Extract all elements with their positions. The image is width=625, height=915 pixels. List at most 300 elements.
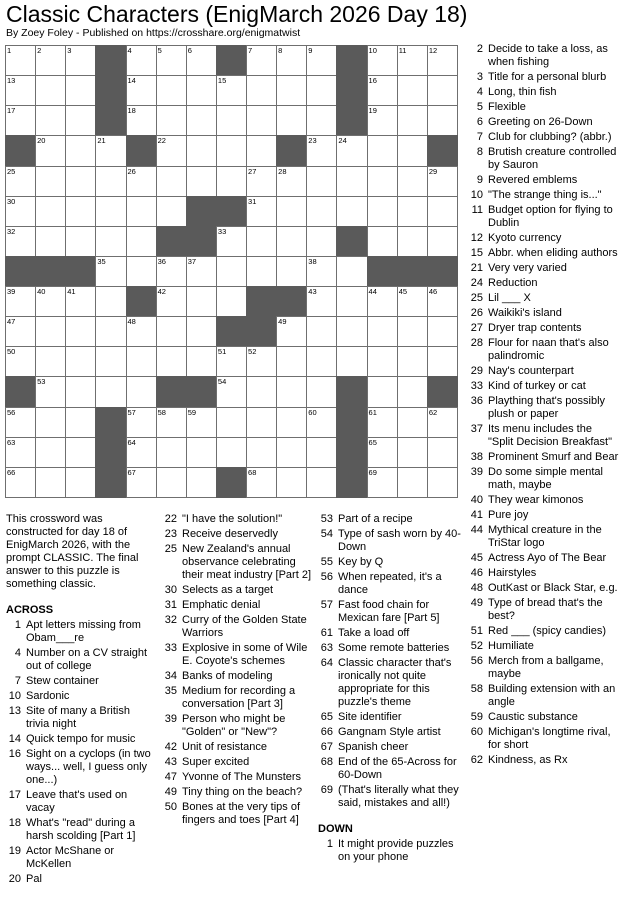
grid-cell[interactable]: [246, 437, 277, 468]
grid-cell[interactable]: [367, 196, 398, 227]
cell-number: 65: [368, 437, 377, 447]
cell-number: 1: [7, 46, 12, 55]
grid-cell[interactable]: [306, 407, 337, 438]
clue-item[interactable]: [162, 642, 312, 668]
clue-item[interactable]: [468, 307, 620, 320]
grid-cell[interactable]: [216, 256, 247, 287]
clue-item[interactable]: [468, 232, 620, 245]
grid-cell[interactable]: [156, 256, 187, 287]
grid-cell[interactable]: [306, 226, 337, 257]
clue-item[interactable]: [468, 322, 620, 335]
across-clues-col2: [162, 513, 312, 829]
grid-cell[interactable]: [216, 75, 247, 106]
grid-cell[interactable]: [126, 226, 157, 257]
grid-cell[interactable]: [65, 166, 96, 197]
grid-cell[interactable]: [186, 166, 217, 197]
grid-cell[interactable]: [126, 105, 157, 136]
grid-cell[interactable]: [306, 166, 337, 197]
grid-cell[interactable]: [367, 407, 398, 438]
grid-cell[interactable]: [427, 75, 458, 106]
grid-cell[interactable]: [276, 376, 307, 407]
clue-item[interactable]: [468, 131, 620, 144]
grid-cell[interactable]: [95, 166, 126, 197]
grid-cell[interactable]: [276, 437, 307, 468]
grid-cell[interactable]: [95, 135, 126, 166]
clue-number: 52: [470, 640, 483, 652]
grid-cell[interactable]: [35, 376, 66, 407]
grid-cell[interactable]: [126, 256, 157, 287]
clue-text: New Zealand's annual observance celebrating their meat industry [Part 2]: [182, 543, 311, 581]
grid-cell[interactable]: [367, 376, 398, 407]
grid-cell[interactable]: [65, 376, 96, 407]
clue-item[interactable]: [6, 748, 156, 787]
grid-cell[interactable]: [276, 407, 307, 438]
grid-cell[interactable]: [246, 346, 277, 377]
grid-cell[interactable]: [397, 105, 428, 136]
clue-text: Caustic substance: [488, 711, 578, 723]
grid-cell[interactable]: [427, 316, 458, 347]
clue-item[interactable]: [318, 726, 464, 739]
grid-cell[interactable]: [276, 346, 307, 377]
clue-item[interactable]: [6, 647, 156, 673]
clue-item[interactable]: [6, 873, 156, 886]
clue-item[interactable]: [162, 801, 312, 827]
grid-cell[interactable]: [35, 196, 66, 227]
grid-cell[interactable]: [156, 286, 187, 317]
clue-text: Reduction: [488, 277, 538, 289]
grid-cell[interactable]: [126, 75, 157, 106]
grid-cell[interactable]: [336, 166, 367, 197]
grid-cell[interactable]: [427, 407, 458, 438]
grid-cell[interactable]: [126, 346, 157, 377]
clue-item[interactable]: [468, 726, 620, 752]
grid-cell[interactable]: [397, 286, 428, 317]
clue-item[interactable]: [162, 543, 312, 582]
grid-cell[interactable]: [216, 346, 247, 377]
clue-item[interactable]: [468, 43, 620, 69]
grid-cell[interactable]: [427, 286, 458, 317]
grid-cell[interactable]: [156, 105, 187, 136]
grid-cell[interactable]: [397, 135, 428, 166]
grid-cell[interactable]: [5, 166, 36, 197]
grid-cell[interactable]: [276, 166, 307, 197]
grid-cell[interactable]: [397, 437, 428, 468]
grid-cell[interactable]: [246, 45, 277, 76]
grid-cell[interactable]: [5, 407, 36, 438]
grid-cell[interactable]: [367, 45, 398, 76]
grid-cell[interactable]: [65, 135, 96, 166]
grid-cell[interactable]: [35, 226, 66, 257]
grid-cell[interactable]: [276, 105, 307, 136]
grid-cell[interactable]: [126, 45, 157, 76]
cell-number: 53: [37, 377, 46, 387]
grid-cell[interactable]: [246, 166, 277, 197]
grid-cell[interactable]: [367, 166, 398, 197]
grid-cell[interactable]: [35, 437, 66, 468]
grid-cell[interactable]: [65, 226, 96, 257]
clue-item[interactable]: [468, 494, 620, 507]
clue-item[interactable]: [468, 146, 620, 172]
clue-item[interactable]: [318, 528, 464, 554]
clue-item[interactable]: [318, 513, 464, 526]
clue-item[interactable]: [162, 756, 312, 769]
clue-item[interactable]: [318, 838, 464, 864]
grid-cell[interactable]: [216, 135, 247, 166]
grid-cell[interactable]: [35, 316, 66, 347]
grid-cell[interactable]: [246, 196, 277, 227]
grid-cell[interactable]: [367, 226, 398, 257]
clue-number: 38: [470, 451, 483, 463]
grid-cell[interactable]: [35, 407, 66, 438]
grid-cell[interactable]: [306, 256, 337, 287]
grid-cell[interactable]: [5, 437, 36, 468]
grid-cell[interactable]: [216, 226, 247, 257]
grid-cell[interactable]: [306, 135, 337, 166]
clue-number: 30: [164, 584, 177, 596]
grid-cell[interactable]: [126, 166, 157, 197]
clue-item[interactable]: [162, 599, 312, 612]
grid-cell[interactable]: [126, 407, 157, 438]
clue-item[interactable]: [468, 292, 620, 305]
clue-item[interactable]: [468, 754, 620, 767]
grid-cell[interactable]: [186, 407, 217, 438]
grid-cell[interactable]: [397, 407, 428, 438]
clue-item[interactable]: [162, 528, 312, 541]
clue-item[interactable]: [468, 466, 620, 492]
clue-item[interactable]: [6, 817, 156, 843]
grid-cell[interactable]: [427, 105, 458, 136]
grid-cell[interactable]: [336, 196, 367, 227]
grid-cell[interactable]: [156, 437, 187, 468]
grid-cell[interactable]: [367, 437, 398, 468]
grid-cell[interactable]: [276, 226, 307, 257]
grid-cell[interactable]: [306, 346, 337, 377]
grid-cell[interactable]: [5, 316, 36, 347]
cell-number: 35: [97, 256, 106, 266]
grid-cell[interactable]: [186, 316, 217, 347]
grid-cell[interactable]: [65, 346, 96, 377]
clue-number: 3: [476, 71, 483, 83]
grid-cell[interactable]: [186, 256, 217, 287]
clue-item[interactable]: [468, 640, 620, 653]
clue-item[interactable]: [468, 337, 620, 363]
grid-cell[interactable]: [427, 226, 458, 257]
clue-item[interactable]: [162, 741, 312, 754]
grid-cell[interactable]: [95, 286, 126, 317]
grid-cell[interactable]: [186, 75, 217, 106]
clue-text: Budget option for flying to Dublin: [488, 204, 613, 229]
grid-cell[interactable]: [126, 376, 157, 407]
grid-cell[interactable]: [65, 196, 96, 227]
grid-cell[interactable]: [65, 75, 96, 106]
grid-cell[interactable]: [5, 467, 36, 498]
grid-cell[interactable]: [427, 45, 458, 76]
grid-cell[interactable]: [35, 166, 66, 197]
clue-item[interactable]: [468, 582, 620, 595]
grid-cell[interactable]: [427, 166, 458, 197]
clue-item[interactable]: [6, 690, 156, 703]
clue-number: 6: [476, 116, 483, 128]
grid-cell[interactable]: [246, 135, 277, 166]
grid-cell[interactable]: [276, 75, 307, 106]
grid-cell[interactable]: [126, 316, 157, 347]
grid-cell[interactable]: [186, 45, 217, 76]
clue-item[interactable]: [468, 86, 620, 99]
clue-item[interactable]: [162, 670, 312, 683]
grid-cell[interactable]: [367, 467, 398, 498]
cell-number: 47: [7, 317, 16, 327]
clue-item[interactable]: [468, 567, 620, 580]
grid-cell[interactable]: [5, 196, 36, 227]
grid-cell[interactable]: [306, 376, 337, 407]
grid-cell[interactable]: [306, 316, 337, 347]
grid-cell[interactable]: [65, 316, 96, 347]
clue-item[interactable]: [468, 683, 620, 709]
grid-cell[interactable]: [156, 467, 187, 498]
grid-cell[interactable]: [35, 105, 66, 136]
crossword-grid[interactable]: [5, 45, 457, 497]
grid-cell[interactable]: [367, 316, 398, 347]
clue-item[interactable]: [318, 784, 464, 810]
grid-cell[interactable]: [216, 437, 247, 468]
cell-number: 51: [217, 347, 227, 357]
grid-cell[interactable]: [397, 316, 428, 347]
grid-cell[interactable]: [306, 437, 337, 468]
grid-cell[interactable]: [65, 286, 96, 317]
grid-cell[interactable]: [65, 437, 96, 468]
grid-cell[interactable]: [5, 75, 36, 106]
grid-cell[interactable]: [35, 346, 66, 377]
grid-cell[interactable]: [186, 286, 217, 317]
clue-item[interactable]: [318, 756, 464, 782]
clue-text: Tiny thing on the beach?: [182, 786, 303, 798]
grid-cell[interactable]: [35, 45, 66, 76]
grid-cell[interactable]: [95, 316, 126, 347]
clue-item[interactable]: [318, 571, 464, 597]
grid-cell[interactable]: [427, 467, 458, 498]
grid-cell[interactable]: [276, 196, 307, 227]
cell-number: 19: [368, 106, 377, 116]
clue-item[interactable]: [468, 247, 620, 260]
grid-cell[interactable]: [95, 346, 126, 377]
grid-cell[interactable]: [65, 407, 96, 438]
clue-item[interactable]: [468, 204, 620, 230]
grid-cell[interactable]: [35, 286, 66, 317]
grid-cell[interactable]: [336, 256, 367, 287]
clue-number: 40: [470, 494, 483, 506]
clue-item[interactable]: [468, 277, 620, 290]
clue-item[interactable]: [468, 509, 620, 522]
grid-cell[interactable]: [367, 346, 398, 377]
grid-cell[interactable]: [186, 135, 217, 166]
grid-cell[interactable]: [5, 286, 36, 317]
grid-cell[interactable]: [276, 256, 307, 287]
grid-cell[interactable]: [336, 346, 367, 377]
grid-cell[interactable]: [65, 45, 96, 76]
grid-cell[interactable]: [367, 135, 398, 166]
grid-cell[interactable]: [186, 346, 217, 377]
clue-text: Person who might be "Golden" or "New"?: [182, 713, 286, 738]
grid-cell[interactable]: [5, 346, 36, 377]
clue-item[interactable]: [318, 556, 464, 569]
grid-cell[interactable]: [126, 437, 157, 468]
grid-cell[interactable]: [397, 346, 428, 377]
clue-item[interactable]: [468, 552, 620, 565]
clue-item[interactable]: [162, 584, 312, 597]
grid-cell[interactable]: [306, 45, 337, 76]
grid-cell[interactable]: [246, 376, 277, 407]
grid-cell[interactable]: [246, 105, 277, 136]
grid-cell[interactable]: [246, 256, 277, 287]
grid-cell[interactable]: [156, 135, 187, 166]
grid-cell[interactable]: [306, 286, 337, 317]
grid-cell[interactable]: [156, 346, 187, 377]
grid-cell[interactable]: [156, 407, 187, 438]
clue-item[interactable]: [162, 685, 312, 711]
clue-item[interactable]: [6, 705, 156, 731]
grid-cell[interactable]: [367, 75, 398, 106]
grid-cell[interactable]: [246, 75, 277, 106]
clue-item[interactable]: [318, 599, 464, 625]
clue-item[interactable]: [318, 657, 464, 709]
grid-cell[interactable]: [95, 376, 126, 407]
grid-cell[interactable]: [156, 45, 187, 76]
clue-item[interactable]: [468, 101, 620, 114]
clue-item[interactable]: [468, 380, 620, 393]
grid-cell[interactable]: [306, 196, 337, 227]
clue-text: Yvonne of The Munsters: [182, 771, 302, 783]
grid-cell[interactable]: [397, 376, 428, 407]
clue-item[interactable]: [318, 627, 464, 640]
grid-cell[interactable]: [427, 437, 458, 468]
clue-item[interactable]: [468, 262, 620, 275]
clue-item[interactable]: [468, 625, 620, 638]
grid-cell[interactable]: [95, 226, 126, 257]
cell-number: 50: [7, 347, 16, 357]
grid-cell[interactable]: [35, 75, 66, 106]
clue-item[interactable]: [468, 189, 620, 202]
grid-cell[interactable]: [156, 166, 187, 197]
grid-cell[interactable]: [35, 135, 66, 166]
grid-cell[interactable]: [156, 75, 187, 106]
grid-cell[interactable]: [186, 437, 217, 468]
grid-cell[interactable]: [397, 467, 428, 498]
clue-item[interactable]: [468, 116, 620, 129]
grid-cell[interactable]: [397, 196, 428, 227]
clue-item[interactable]: [6, 619, 156, 645]
grid-cell[interactable]: [306, 105, 337, 136]
grid-cell[interactable]: [216, 407, 247, 438]
clue-item[interactable]: [6, 733, 156, 746]
grid-cell[interactable]: [216, 105, 247, 136]
grid-cell[interactable]: [336, 286, 367, 317]
grid-cell[interactable]: [397, 45, 428, 76]
grid-cell[interactable]: [397, 226, 428, 257]
grid-cell[interactable]: [397, 75, 428, 106]
clue-item[interactable]: [318, 741, 464, 754]
clue-text: "I have the solution!": [182, 513, 283, 525]
grid-cell[interactable]: [156, 196, 187, 227]
grid-cell[interactable]: [5, 45, 36, 76]
clue-item[interactable]: [318, 642, 464, 655]
grid-block: [5, 256, 36, 287]
grid-cell[interactable]: [35, 467, 66, 498]
grid-cell[interactable]: [246, 467, 277, 498]
clue-text: What's "read" during a harsh scolding [Part 1]: [26, 817, 136, 842]
grid-cell[interactable]: [336, 135, 367, 166]
grid-cell[interactable]: [216, 286, 247, 317]
clue-text: Club for clubbing? (abbr.): [488, 131, 612, 143]
clue-item[interactable]: [468, 395, 620, 421]
grid-cell[interactable]: [306, 75, 337, 106]
grid-cell[interactable]: [126, 196, 157, 227]
grid-cell[interactable]: [156, 316, 187, 347]
grid-cell[interactable]: [5, 105, 36, 136]
grid-cell[interactable]: [427, 346, 458, 377]
clue-item[interactable]: [162, 713, 312, 739]
clue-number: 4: [476, 86, 483, 98]
clue-item[interactable]: [468, 451, 620, 464]
clue-item[interactable]: [468, 655, 620, 681]
clue-text: Actress Ayo of The Bear: [488, 552, 607, 564]
clue-item[interactable]: [162, 786, 312, 799]
grid-cell[interactable]: [216, 376, 247, 407]
grid-cell[interactable]: [95, 196, 126, 227]
grid-cell[interactable]: [276, 316, 307, 347]
grid-cell[interactable]: [367, 286, 398, 317]
grid-cell[interactable]: [276, 45, 307, 76]
grid-cell[interactable]: [246, 407, 277, 438]
clue-item[interactable]: [468, 711, 620, 724]
clue-item[interactable]: [468, 524, 620, 550]
grid-cell[interactable]: [397, 166, 428, 197]
grid-cell[interactable]: [336, 316, 367, 347]
clue-item[interactable]: [6, 845, 156, 871]
grid-cell[interactable]: [186, 105, 217, 136]
clue-item[interactable]: [162, 614, 312, 640]
grid-cell[interactable]: [186, 467, 217, 498]
grid-cell[interactable]: [5, 226, 36, 257]
grid-cell[interactable]: [246, 226, 277, 257]
clue-item[interactable]: [468, 174, 620, 187]
clue-item[interactable]: [468, 423, 620, 449]
clue-item[interactable]: [6, 789, 156, 815]
clue-item[interactable]: [6, 675, 156, 688]
grid-cell[interactable]: [65, 467, 96, 498]
grid-cell[interactable]: [65, 105, 96, 136]
grid-cell[interactable]: [367, 105, 398, 136]
grid-block: [276, 135, 307, 166]
clue-number: 49: [470, 597, 483, 609]
clue-item[interactable]: [162, 513, 312, 526]
grid-cell[interactable]: [216, 166, 247, 197]
clue-item[interactable]: [468, 365, 620, 378]
clue-item[interactable]: [318, 711, 464, 724]
clue-item[interactable]: [162, 771, 312, 784]
grid-cell[interactable]: [427, 196, 458, 227]
clue-number: 60: [470, 726, 483, 738]
clue-item[interactable]: [468, 71, 620, 84]
grid-cell[interactable]: [276, 467, 307, 498]
clue-text: Kyoto currency: [488, 232, 562, 244]
cell-number: 15: [217, 76, 227, 86]
clue-number: 24: [470, 277, 483, 289]
clue-number: 34: [164, 670, 177, 682]
grid-cell[interactable]: [126, 467, 157, 498]
grid-cell[interactable]: [95, 256, 126, 287]
clue-item[interactable]: [468, 597, 620, 623]
grid-cell[interactable]: [306, 467, 337, 498]
